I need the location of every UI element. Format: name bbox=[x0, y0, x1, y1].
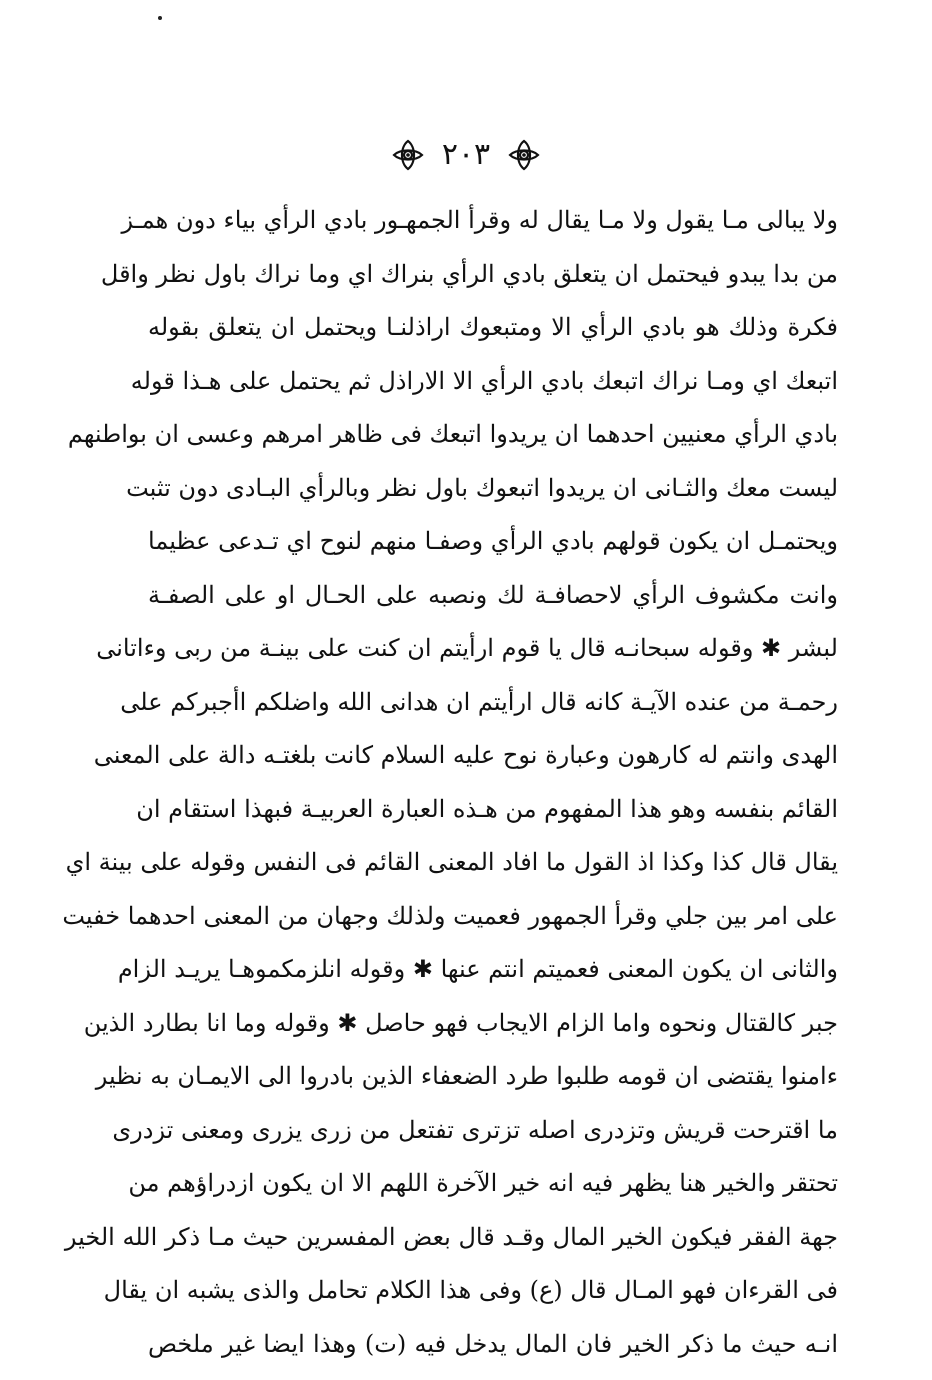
text-line: ويحتمـل ان يكون قولهم بادي الرأي وصفـا منهم لنوح اي تـدعى عظيما bbox=[148, 527, 838, 555]
page-number: ٢٠٣ bbox=[441, 137, 491, 172]
text-line: تحتقر والخير هنا يظهر فيه انه خير الآخرة اللهم الا ان يكون ازدراؤهم من bbox=[128, 1169, 838, 1197]
text-line: انـه حيث ما ذكر الخير فان المال يدخل فيه (ت) وهذا ايضا غير ملخص bbox=[148, 1329, 838, 1358]
text-line: فى القرءان فهو المـال قال (ع) وفى هذا الكلام تحامل والذى يشبه ان يقال bbox=[103, 1276, 838, 1304]
text-line: من بدا يبدو فيحتمل ان يتعلق بادي الرأي بنراك اي وما نراك باول نظر واقل bbox=[100, 259, 838, 288]
floral-ornament-icon bbox=[390, 137, 426, 173]
text-line: بادي الرأي معنيين احدهما ان يريدوا اتبعك فى ظاهر امرهم وعسى ان بواطنهم bbox=[67, 420, 838, 448]
floral-ornament-icon bbox=[506, 137, 542, 173]
text-line: اتبعك اي ومـا نراك اتبعك بادي الرأي الا الاراذل ثم يحتمل على هـذا قوله bbox=[130, 366, 838, 395]
text-line: لبشر ✱ وقوله سبحانـه قال يا قوم ارأيتم ان كنت على بينـة من ربى وءاتانى bbox=[96, 634, 838, 662]
body-text bbox=[62, 194, 838, 1371]
text-line: ما اقترحت قريش وتزدرى اصله تزترى تفتعل من زرى يزرى ومعنى تزدرى bbox=[112, 1115, 838, 1144]
ink-speck bbox=[158, 16, 162, 20]
text-line: الهدى وانتم له كارهون وعبارة نوح عليه السلام كانت بلغتـه دالة على المعنى bbox=[93, 741, 838, 769]
text-line: فكرة وذلك هو بادي الرأي الا ومتبعوك اراذلنـا ويحتمل ان يتعلق بقوله bbox=[148, 313, 838, 341]
page-header bbox=[0, 130, 932, 180]
text-line: وانت مكشوف الرأي لاحصافـة لك ونصبه على الحـال او على الصفـة bbox=[148, 580, 838, 609]
text-line: ولا يبالى مـا يقول ولا مـا يقال له وقرأ الجمهـور بادي الرأي بياء دون همـز bbox=[121, 206, 838, 234]
text-line: القائم بنفسه وهو هذا المفهوم من هـذه العبارة العربيـة فبهذا استقام ان bbox=[136, 794, 838, 823]
text-line: ليست معك والثـانى ان يريدوا اتبعوك باول نظر وبالرأي البـادى دون تثبت bbox=[126, 473, 838, 502]
text-line: ءامنوا يقتضى ان قومه طلبوا طرد الضعفاء الذين بادروا الى الايمـان به نظير bbox=[95, 1062, 838, 1090]
text-line: رحمـة من عنده الآيـة كانه قال ارأيتم ان هدانى الله واضلكم اأجبركم على bbox=[120, 687, 838, 716]
text-line: جبر كالقتال ونحوه واما الزام الايجاب فهو حاصل ✱ وقوله وما انا بطارد الذين bbox=[83, 1008, 838, 1037]
text-line: والثانى ان يكون المعنى فعميتم انتم عنها ✱ وقوله انلزمكموهـا يريـد الزام bbox=[117, 955, 838, 983]
text-line: يقال قال كذا وكذا اذ القول ما افاد المعنى القائم فى النفس وقوله على بينة اي bbox=[65, 848, 838, 876]
text-line: جهة الفقر فيكون الخير المال وقـد قال بعض المفسرين حيث مـا ذكر الله الخير bbox=[64, 1222, 838, 1251]
text-line: على امر بين جلي وقرأ الجمهور فعميت ولذلك وجهان من المعنى احدهما خفيت bbox=[62, 901, 838, 930]
